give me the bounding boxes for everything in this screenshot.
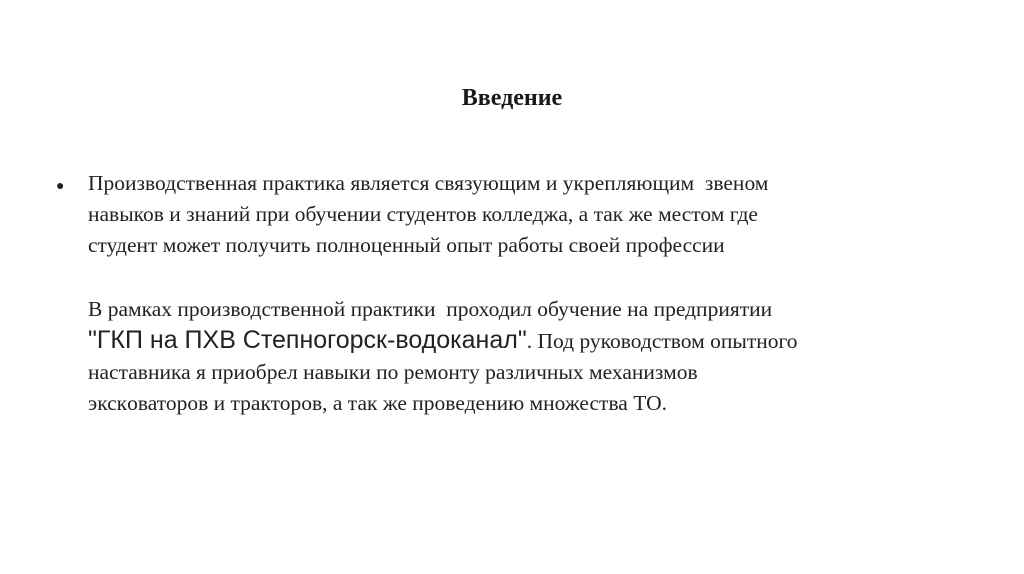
slide-title: Введение bbox=[461, 85, 563, 111]
paragraph2-line2 bbox=[88, 325, 988, 357]
paragraph1-line2: навыков и знаний при обучении студентов колледжа, а так же местом где bbox=[88, 202, 758, 226]
paragraph2-line2-rest: . Под руководством опытного bbox=[526, 329, 798, 353]
paragraph2-line3: наставника я приобрел навыки по ремонту различных механизмов bbox=[88, 360, 698, 384]
paragraph1-line1: Производственная практика является связующим и укрепляющим звеном bbox=[88, 171, 769, 195]
bullet-icon: ● bbox=[56, 179, 65, 194]
slide-body bbox=[88, 168, 988, 419]
paragraph-gap bbox=[88, 261, 988, 294]
paragraph2-line1: В рамках производственной практики проходил обучение на предприятии bbox=[88, 297, 773, 321]
paragraph2-line4: экскoваторов и тракторов, а так же проведению множества ТО. bbox=[88, 391, 667, 415]
company-name: "ГКП на ПХВ Степногорск-водоканал" bbox=[88, 326, 527, 354]
paragraph1-line3: студент может получить полноценный опыт работы своей профессии bbox=[88, 233, 725, 257]
